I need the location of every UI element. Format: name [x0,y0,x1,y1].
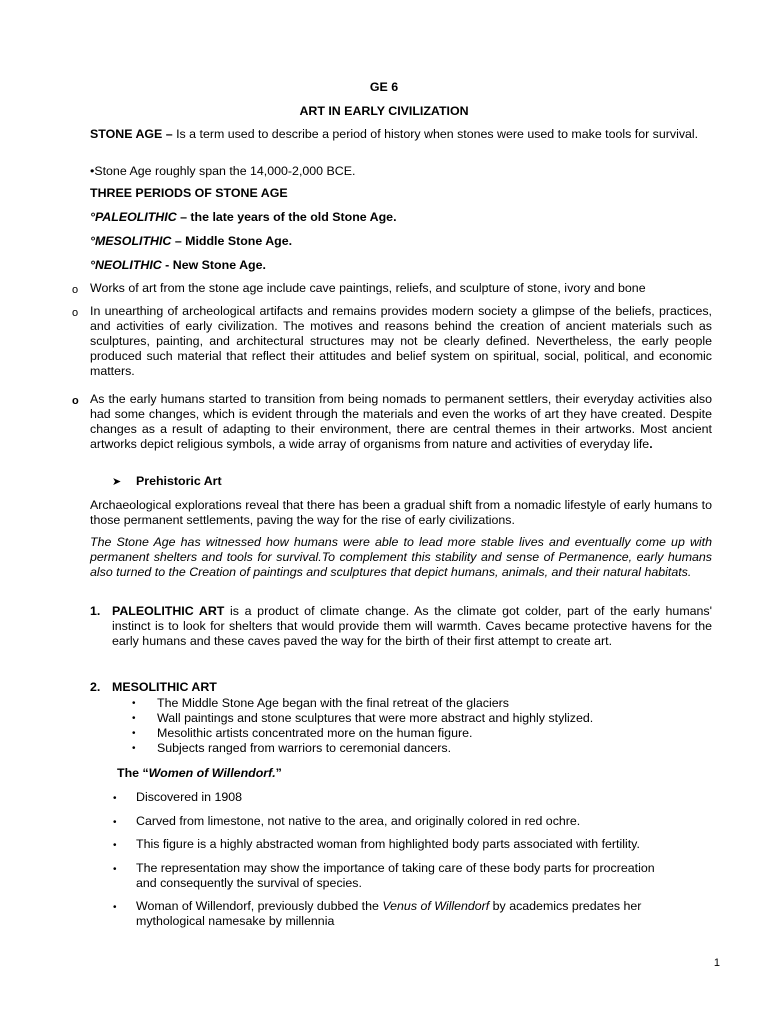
document-title: ART IN EARLY CIVILIZATION [299,104,469,118]
list-item-text: As the early humans started to transition from being nomads to permanent settlers, their everyday activities also had some changes, which is evident through the materials and even the works of art they have created. Despite changes as a result of adapting to their environment, there are central themes in their artworks. Most ancient artworks depict religious symbols, a wide array of organisms from nature and activities of everyday life [90,392,712,451]
list-item: In unearthing of archeological artifacts and remains provides modern society a glimpse of the beliefs, practices, and activities of early civilization. The motives and reasons behind the creation of ancient materials such as sculptures, painting, and architectural structures may not be clearly defined. Nevertheless, the early people produced such material that reflect their attitudes and belief system on spiritual, social, political, and economic matters. [90,304,712,378]
willendorf-prefix: The “ [117,766,149,780]
bullet-icon: • [132,698,136,709]
list-item: Wall paintings and stone sculptures that were more abstract and highly stylized. [157,711,594,725]
period-desc: – Middle Stone Age. [171,234,293,248]
bullet-icon: • [113,902,117,913]
list-item: Works of art from the stone age include cave paintings, reliefs, and sculpture of stone, ivory and bone [90,281,646,295]
list-item: Mesolithic artists concentrated more on the human figure. [157,726,473,740]
list-item: Carved from limestone, not native to the area, and originally colored in red ochre. [136,814,581,828]
bullet-icon: • [113,817,117,828]
venus-of-willendorf: Venus of Willendorf [382,899,490,913]
list-item-text: Woman of Willendorf, previously dubbed the [136,899,383,913]
circle-bullet-icon: o [72,307,79,319]
list-item: The representation may show the importance of taking care of these body parts for procreation and consequently the survival of species. [136,861,655,890]
willendorf-heading [117,766,712,781]
period-name: °MESOLITHIC [90,234,172,248]
periods-heading: THREE PERIODS OF STONE AGE [90,186,288,200]
circle-bullet-icon: o [72,284,79,296]
list-item: Subjects ranged from warriors to ceremonial dancers. [157,741,452,755]
course-code: GE 6 [369,80,399,94]
bullet-icon: • [132,728,136,739]
stone-age-term: STONE AGE – [90,127,173,141]
period-mesolithic [90,234,712,249]
paleolithic-art-item [112,604,712,649]
bullet-icon: • [113,793,117,804]
list-number: 1. [90,604,101,618]
prehistoric-paragraph: Archaeological explorations reveal that there has been a gradual shift from a nomadic lifestyle of early humans to those permanent settlements, paving the way for the rise of early civilizations. [90,498,712,527]
paleolithic-art-text: is a product of climate change. As the climate got colder, part of the early humans' instinct is to look for shelters that would provide them will warmth. Caves became protective havens for the early humans and these caves paved the way for the birth of their first attempt to create art. [112,604,712,648]
list-item: Discovered in 1908 [136,790,243,804]
period-name: °NEOLITHIC [90,258,162,272]
willendorf-name: Women of Willendorf. [148,766,276,780]
period-neolithic [90,258,712,273]
bullet-icon: • [113,840,117,851]
list-item-text: by academics predates her mythological namesake by millennia [136,899,642,928]
list-number: 2. [90,680,101,694]
prehistoric-heading: Prehistoric Art [136,474,222,488]
page-number: 1 [713,957,720,969]
list-item [90,392,712,452]
period-desc: - New Stone Age. [161,258,266,272]
arrow-bullet-icon: ➤ [112,476,122,488]
period-name: °PALEOLITHIC [90,210,177,224]
list-item-period: . [649,437,653,451]
mesolithic-art-title: MESOLITHIC ART [112,680,217,694]
circle-bullet-icon: o [72,395,79,407]
bullet-icon: • [113,864,117,875]
bullet-icon: • [132,713,136,724]
prehistoric-italic-paragraph: The Stone Age has witnessed how humans were able to lead more stable lives and eventually come up with permanent shelters and tools for survival.To complement this stability and sense of Permanence, early humans also turned to the Creation of paintings and sculptures that depict humans, animals, and their natural habitats. [90,535,712,579]
list-item: The Middle Stone Age began with the final retreat of the glaciers [157,696,509,710]
period-desc: – the late years of the old Stone Age. [176,210,397,224]
willendorf-suffix: ” [275,766,282,780]
paleolithic-art-title: PALEOLITHIC ART [112,604,225,618]
stone-age-def-text: Is a term used to describe a period of history when stones were used to make tools for survival. [172,127,699,141]
list-item [136,899,712,929]
stone-age-definition [90,127,712,142]
period-paleolithic [90,210,712,225]
stone-age-span: •Stone Age roughly span the 14,000-2,000 BCE. [90,164,356,178]
list-item: This figure is a highly abstracted woman from highlighted body parts associated with fertility. [136,837,640,851]
bullet-icon: • [132,743,136,754]
